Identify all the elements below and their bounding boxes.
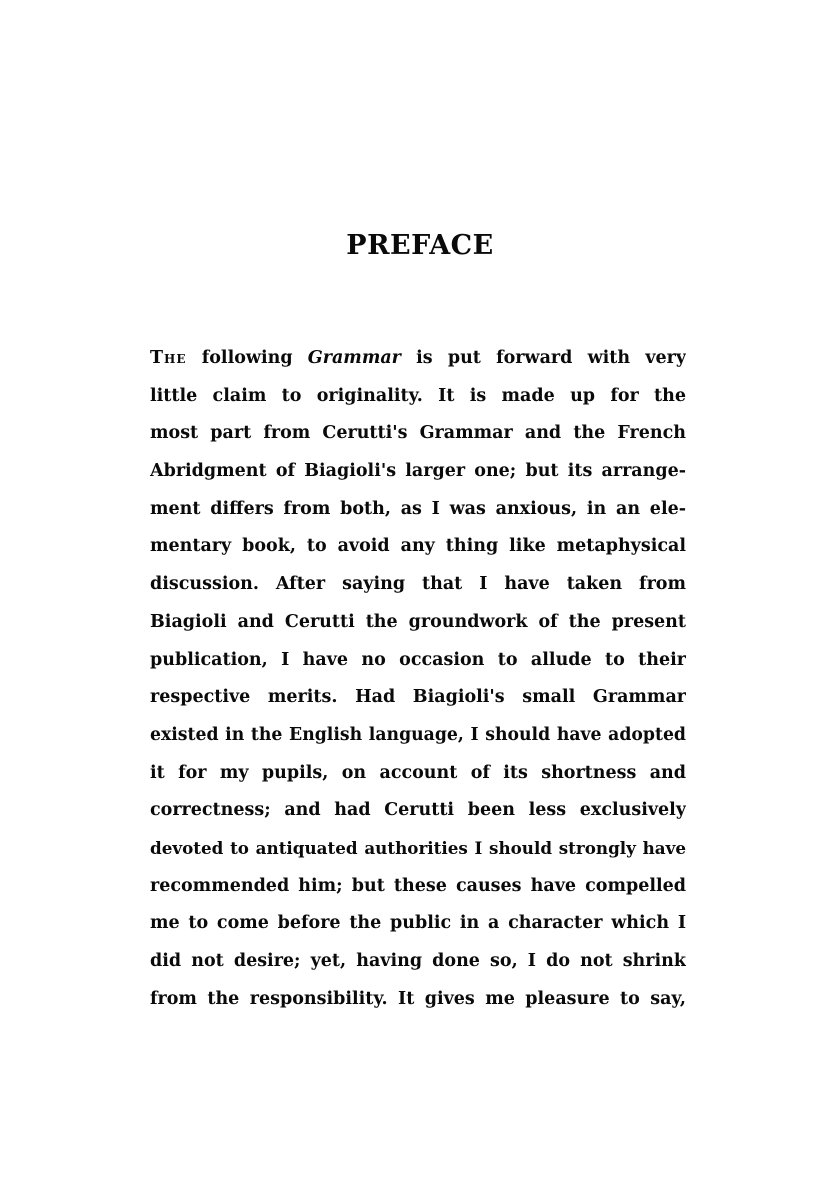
text-line: me to come before the public in a character which I (150, 913, 686, 934)
text-line: Biagioli and Cerutti the groundwork of the present (150, 611, 686, 632)
drop-small-caps: The (150, 348, 187, 368)
text-line: it for my pupils, on account of its shortness and (150, 762, 686, 783)
line-segment: following (186, 348, 308, 368)
text-line: correctness; and had Cerutti been less exclusively (150, 800, 686, 821)
text-line: ment differs from both, as I was anxious, in an ele- (150, 498, 686, 519)
text-line: devoted to antiquated authorities I should strongly have (150, 837, 686, 858)
page-title: PREFACE (346, 230, 494, 261)
text-line: recommended him; but these causes have compelled (150, 875, 686, 896)
text-line: existed in the English language, I should have adopted (150, 724, 686, 745)
text-line: little claim to originality. It is made up for the (150, 385, 686, 406)
text-line: most part from Cerutti's Grammar and the French (150, 423, 686, 444)
text-line: from the responsibility. It gives me pleasure to say, (150, 988, 686, 1009)
text-line: did not desire; yet, having done so, I do not shrink (150, 951, 686, 971)
text-line: mentary book, to avoid any thing like metaphysical (150, 536, 686, 557)
preface-body (150, 340, 686, 1018)
text-line (150, 340, 686, 378)
italic-word: Grammar (307, 348, 401, 368)
text-line: respective merits. Had Biagioli's small Grammar (150, 687, 686, 708)
line-segment: is put forward with very (400, 348, 686, 368)
text-line: Abridgment of Biagioli's larger one; but its arrange- (150, 461, 686, 482)
text-line: discussion. After saying that I have taken from (150, 574, 686, 595)
text-line: publication, I have no occasion to allude to their (150, 649, 686, 670)
